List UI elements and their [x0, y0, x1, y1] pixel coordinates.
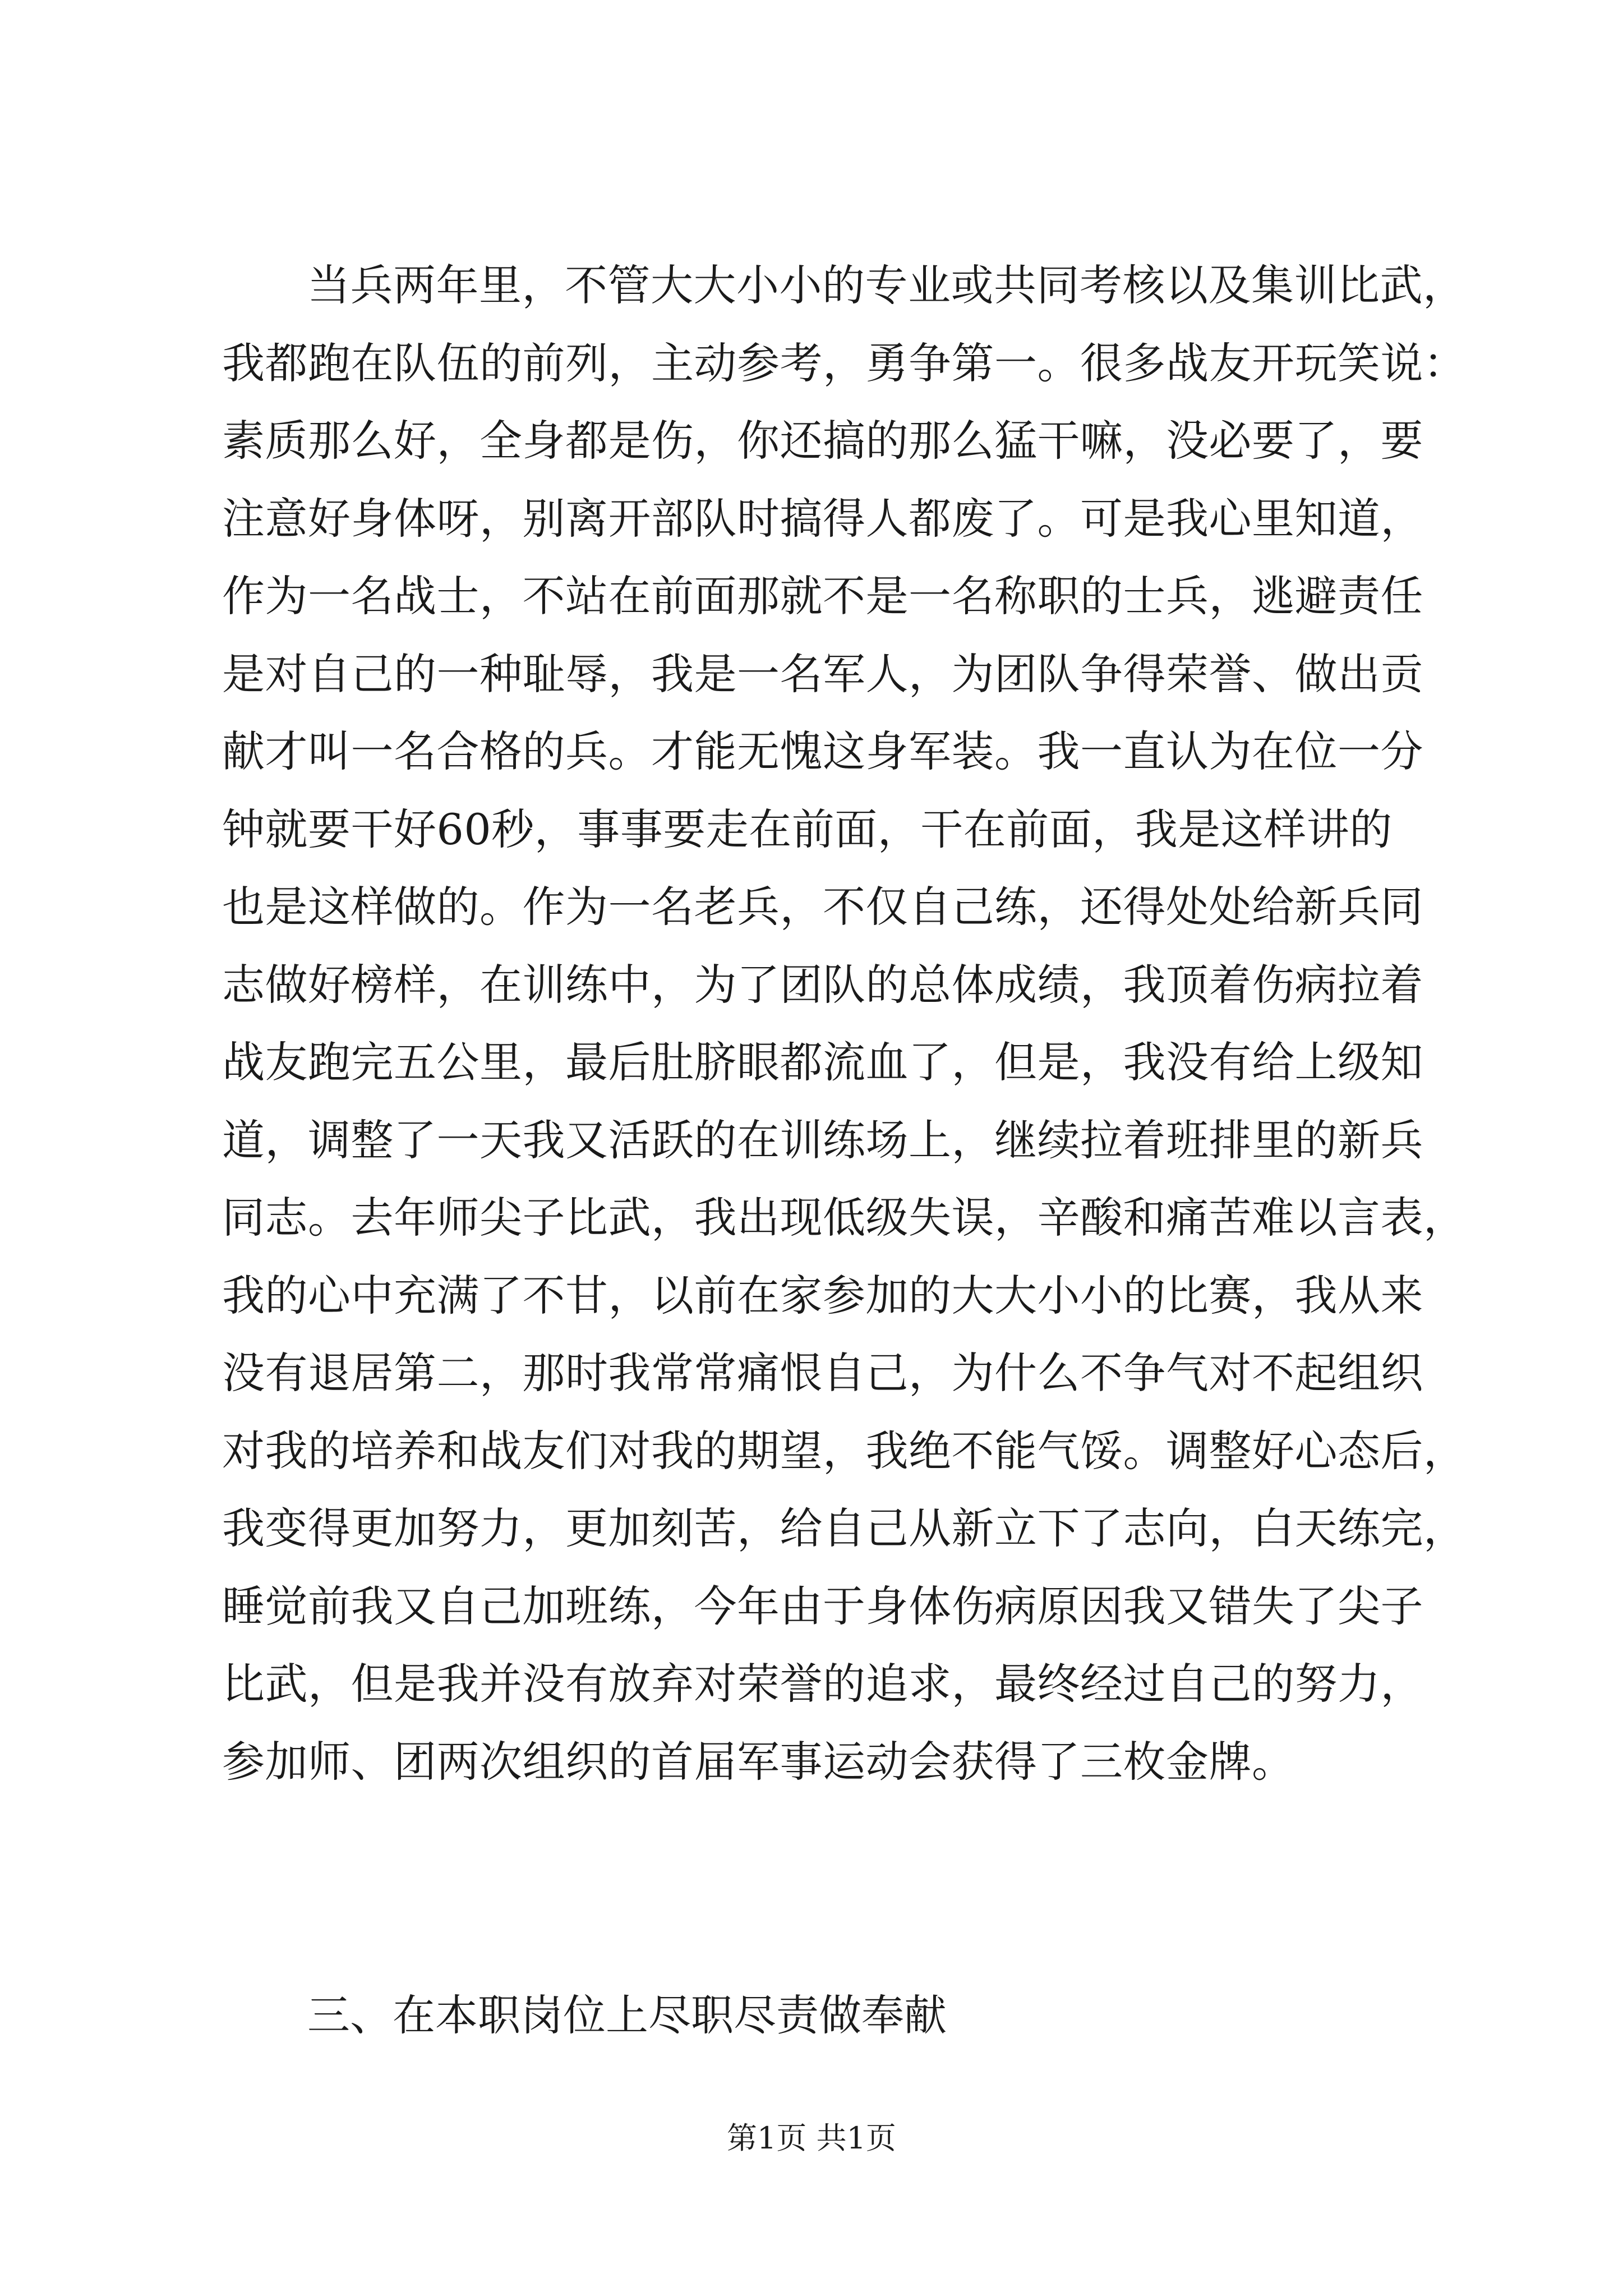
- text-line: 道，调整了一天我又活跃的在训练场上，继续拉着班排里的新兵: [222, 1115, 1423, 1165]
- page-footer: 第1页 共1页: [727, 2120, 896, 2156]
- text-line: 志做好榜样，在训练中，为了团队的总体成绩，我顶着伤病拉着: [222, 959, 1423, 1010]
- text-line: 作为一名战士，不站在前面那就不是一名称职的士兵，逃避责任: [222, 571, 1423, 621]
- text-line: 献才叫一名合格的兵。才能无愧这身军装。我一直认为在位一分: [222, 726, 1423, 776]
- text-line: 对我的培养和战友们对我的期望，我绝不能气馁。调整好心态后，: [222, 1425, 1467, 1476]
- text-line: 没有退居第二，那时我常常痛恨自己，为什么不争气对不起组织: [222, 1348, 1423, 1398]
- text-line: 参加师、团两次组织的首届军事运动会获得了三枚金牌。: [222, 1736, 1295, 1787]
- text-line: 同志。去年师尖子比武，我出现低级失误，辛酸和痛苦难以言表，: [222, 1193, 1467, 1243]
- body-paragraph: [222, 247, 1467, 1801]
- text-line: 钟就要干好60秒，事事要走在前面，干在前面，我是这样讲的: [222, 804, 1393, 854]
- section-heading: 三、在本职岗位上尽职尽责做奉献: [307, 1990, 947, 2040]
- text-line: 也是这样做的。作为一名老兵，不仅自己练，还得处处给新兵同: [222, 882, 1423, 932]
- text-line: 当兵两年里，不管大大小小的专业或共同考核以及集训比武，: [307, 260, 1466, 310]
- text-line: 我变得更加努力，更加刻苦，给自己从新立下了志向，白天练完，: [222, 1503, 1467, 1553]
- text-line: 战友跑完五公里，最后肚脐眼都流血了，但是，我没有给上级知: [222, 1037, 1423, 1087]
- text-line: 是对自己的一种耻辱，我是一名军人，为团队争得荣誉、做出贡: [222, 648, 1423, 699]
- text-line: 注意好身体呀，别离开部队时搞得人都废了。可是我心里知道，: [222, 493, 1423, 544]
- text-line: 睡觉前我又自己加班练，今年由于身体伤病原因我又错失了尖子: [222, 1581, 1423, 1631]
- text-line: 我的心中充满了不甘，以前在家参加的大大小小的比赛，我从来: [222, 1270, 1423, 1320]
- text-line: 素质那么好，全身都是伤，你还搞的那么猛干嘛，没必要了，要: [222, 416, 1423, 466]
- text-line: 比武，但是我并没有放弃对荣誉的追求，最终经过自己的努力，: [222, 1659, 1423, 1709]
- text-line: 我都跑在队伍的前列，主动参考，勇争第一。很多战友开玩笑说：: [222, 338, 1467, 388]
